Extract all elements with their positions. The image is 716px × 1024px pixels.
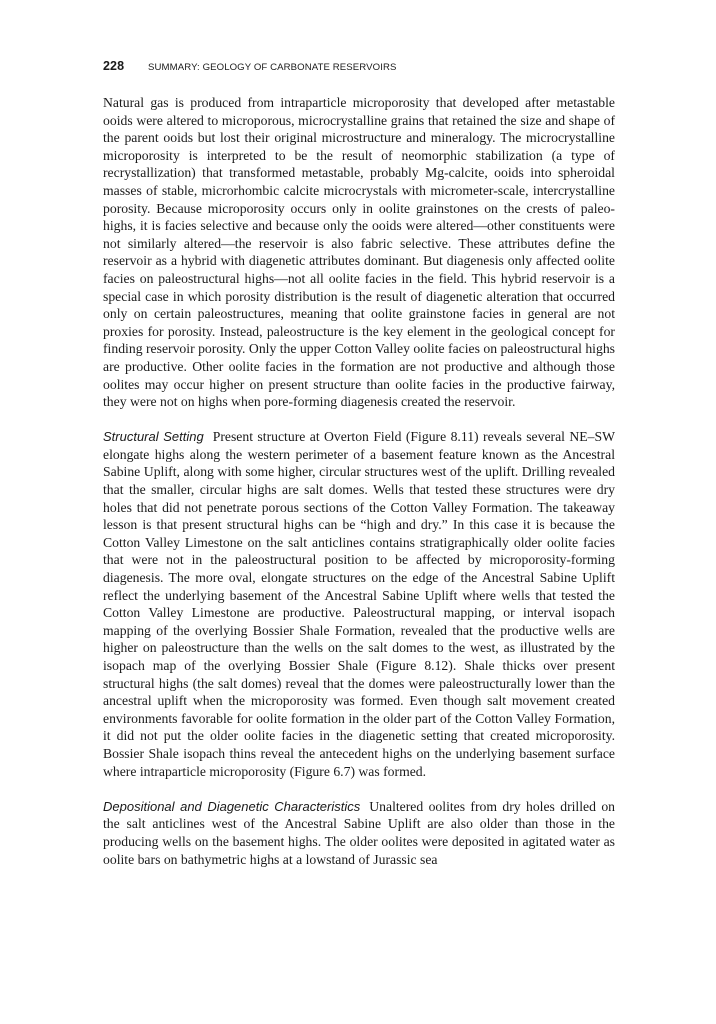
section-heading-depositional-diagenetic: Depositional and Diagenetic Characteristics: [103, 798, 361, 814]
book-page: [103, 58, 615, 868]
running-head: [103, 58, 615, 74]
paragraph-text: Unaltered oolites from dry holes drilled on the salt anticlines west of the Ancestral Sabine Uplift are also older than those in the producing wells on the basement highs. The older oolites were deposited in agitated water as oolite bars on bathymetric highs at a lowstand of Jurassic sea: [103, 798, 616, 867]
paragraph-depositional-diagenetic: [103, 798, 615, 868]
section-heading-structural-setting: Structural Setting: [103, 429, 204, 445]
paragraph-text: Present structure at Overton Field (Figure 8.11) reveals several NE–SW elongate highs along the western perimeter of a basement feature known as the Ancestral Sabine Uplift, along with some higher, circular structures west of the uplift. Drilling revealed that the smaller, circular highs are salt domes. Wells that tested these structures were dry holes that did not penetrate porous sections of the Cotton Valley Formation. The takeaway lesson is that present structural highs can be “high and dry.” In this case it is because the Cotton Valley Limestone on the salt anticlines contains stratigraphically older oolite facies that were not in the paleostructural position to be affected by microporosity-forming diagenesis. The more oval, elongate structures on the edge of the Ancestral Sabine Uplift reflect the underlying basement of the Ancestral Sabine Uplift where wells that tested the Cotton Valley Limestone are productive. Paleostructural mapping, or interval isopach mapping of the overlying Bossier Shale Formation, revealed that the productive wells are higher on paleostructure than the wells on the salt domes to the west, as illustrated by the isopach map of the overlying Bossier Shale (Figure 8.12). Shale thicks over present structural highs (the salt domes) reveal that the domes were paleostructurally lower than the ancestral uplift when the microporosity was formed. Even though salt movement created environments favorable for oolite formation in the older part of the Cotton Valley Formation, it did not put the older oolite facies in the diagenetic setting that created microporosity. Bossier Shale isopach thins reveal the antecedent highs on the underlying basement surface where intraparticle microporosity (Figure 6.7) was formed.: [103, 429, 615, 779]
paragraph-text: Natural gas is produced from intraparticle microporosity that developed after metastable ooids were altered to microporous, microcrystalline grains that retained the size and shape of the parent ooids but lost their original microstructure and mineralogy. The microcrystalline microporosity is interpreted to be the result of neomorphic stabilization (a type of recrystallization) that transformed metastable, probably Mg-calcite, ooids into spheroidal masses of stable, microrhombic calcite microcrystals with micrometer-scale, intercrystalline porosity. Because microporosity occurs only in oolite grainstones on the crests of paleo-highs, it is facies selective and because only the ooids were altered—other constituents were not similarly altered—the reservoir is also fabric selective. These attributes define the reservoir as a hybrid with diagenetic attributes dominant. But diagenesis only affected oolite facies on paleostructural highs—not all oolite facies in the field. This hybrid reservoir is a special case in which porosity distribution is the result of diagenetic alteration that occurred only on certain paleostructures, meaning that oolite grainstone facies in general are not proxies for porosity. Instead, paleostructure is the key element in the geological concept for finding reservoir porosity. Only the upper Cotton Valley oolite facies on paleostructural highs are productive. Other oolite facies in the formation are not productive and although those oolites may occur higher on present structure than oolite facies in the productive fairway, they were not on highs when pore-forming diagenesis created the reservoir.: [103, 95, 615, 410]
paragraph-natural-gas: [103, 94, 615, 411]
page-number: 228: [103, 59, 125, 73]
running-title: SUMMARY: GEOLOGY OF CARBONATE RESERVOIRS: [148, 62, 397, 73]
paragraph-structural-setting: [103, 428, 615, 780]
